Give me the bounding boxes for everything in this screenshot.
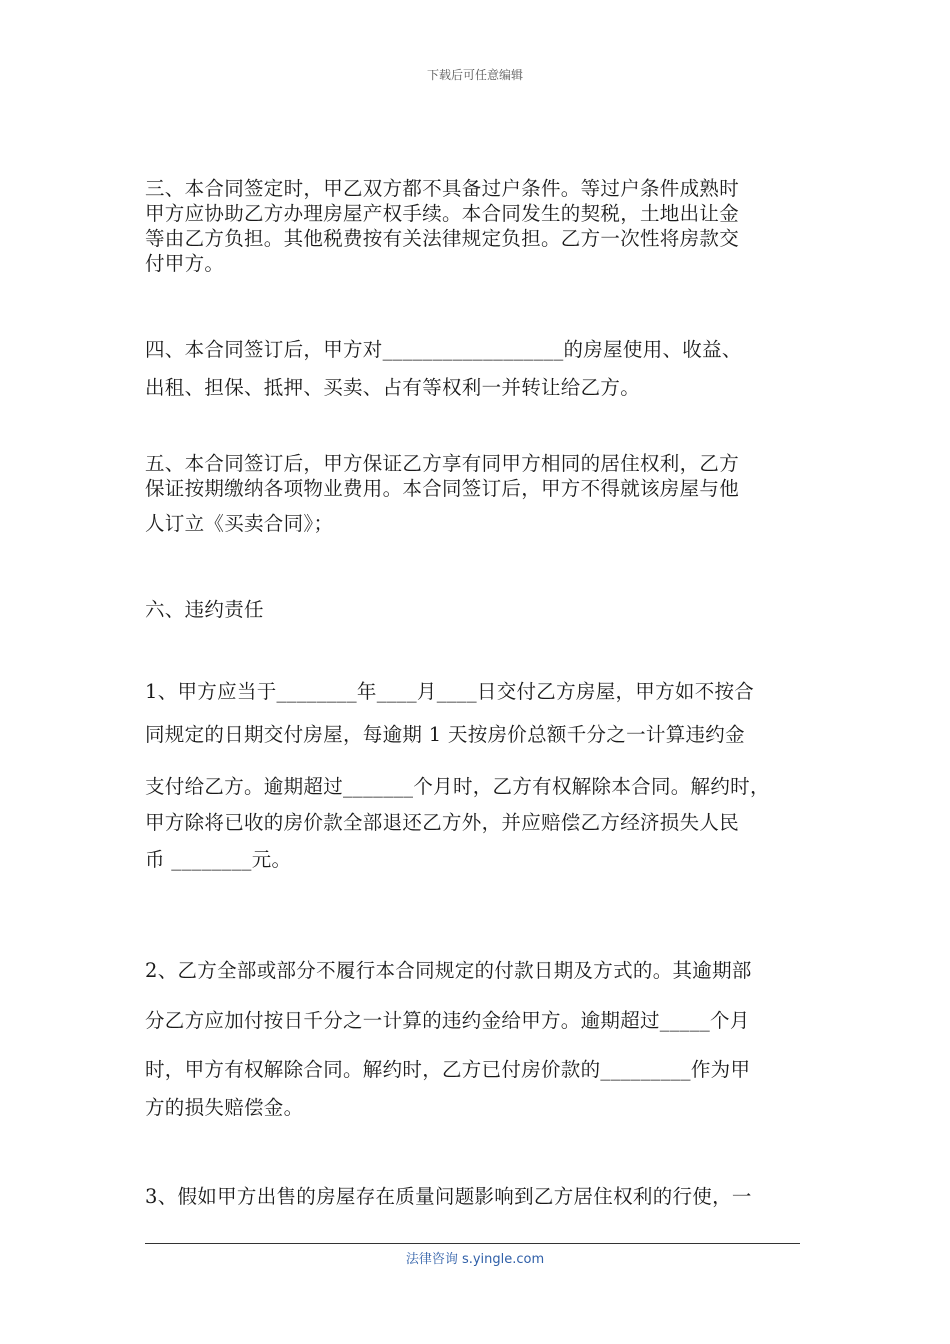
breach-clause-one-line: 支付给乙方。逾期超过_______个月时，乙方有权解除本合同。解约时， [145,775,770,798]
footer-divider [145,1243,800,1244]
clause-three-line: 三、本合同签定时，甲乙双方都不具备过户条件。等过户条件成熟时 [145,177,740,200]
breach-clause-two-line: 方的损失赔偿金。 [145,1096,304,1119]
breach-clause-two-line: 分乙方应加付按日千分之一计算的违约金给甲方。逾期超过_____个月 [145,1009,750,1032]
breach-clause-two-line: 时，甲方有权解除合同。解约时，乙方已付房价款的_________作为甲 [145,1058,751,1081]
clause-three-line: 付甲方。 [145,252,225,275]
clause-five-line: 人订立《买卖合同》； [145,512,334,535]
footer-link[interactable]: 法律咨询 s.yingle.com [405,1252,545,1267]
clause-five-line: 五、本合同签订后，甲方保证乙方享有同甲方相同的居住权利，乙方 [145,452,740,475]
clause-three [145,176,810,276]
clause-three-line: 甲方应协助乙方办理房屋产权手续。本合同发生的契税，土地出让金 [145,202,740,225]
breach-clause-three [145,1184,810,1209]
breach-clause-two [145,958,810,1120]
clause-six-heading [145,597,810,622]
breach-clause-one-line: 同规定的日期交付房屋，每逾期 1 天按房价总额千分之一计算违约金 [145,723,745,746]
breach-clause-one [145,679,810,872]
clause-four-line: 四、本合同签订后，甲方对__________________的房屋使用、收益、 [145,338,742,361]
breach-clause-one-line: 甲方除将已收的房价款全部退还乙方外，并应赔偿乙方经济损失人民 [145,811,740,834]
clause-four-line: 出租、担保、抵押、买卖、占有等权利一并转让给乙方。 [145,376,641,399]
section-heading: 六、违约责任 [145,598,264,621]
clause-five-line: 保证按期缴纳各项物业费用。本合同签订后，甲方不得就该房屋与他 [145,477,740,500]
breach-clause-two-line: 2、乙方全部或部分不履行本合同规定的付款日期及方式的。其逾期部 [145,959,752,982]
clause-four [145,331,810,407]
breach-clause-three-line: 3、假如甲方出售的房屋存在质量问题影响到乙方居住权利的行使，一 [145,1185,752,1208]
breach-clause-one-line: 1、甲方应当于________年____月____日交付乙方房屋，甲方如不按合 [145,680,755,703]
clause-three-line: 等由乙方负担。其他税费按有关法律规定负担。乙方一次性将房款交 [145,227,740,250]
clause-five [145,451,810,536]
breach-clause-one-line: 币 ________元。 [145,848,292,871]
header-note: 下载后可任意编辑 [426,68,523,82]
